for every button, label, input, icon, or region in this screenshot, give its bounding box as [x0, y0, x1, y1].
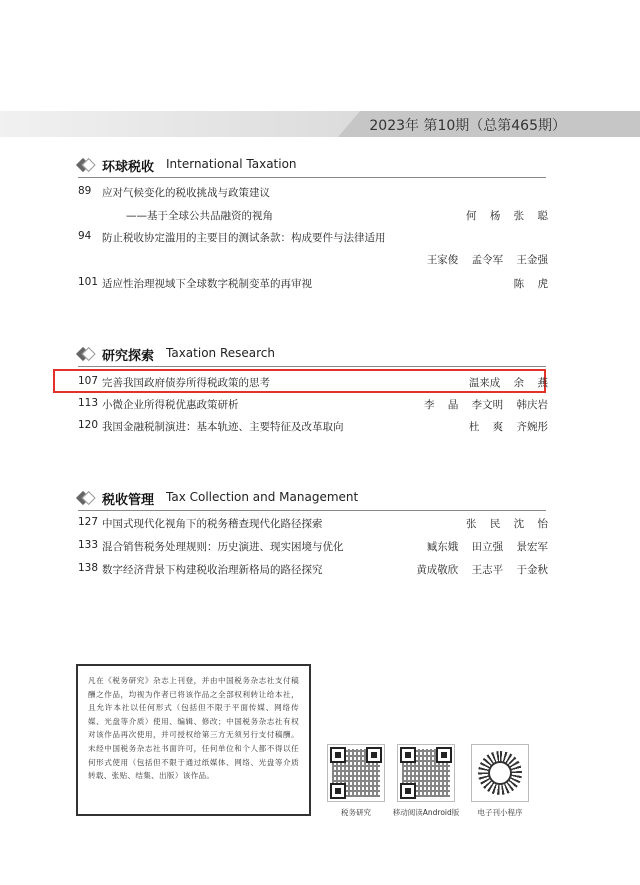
toc-entry[interactable]	[78, 230, 548, 248]
qr-code-android	[390, 744, 462, 818]
page-number: 89	[78, 185, 92, 197]
article-authors: 温来成 余 燕	[468, 377, 548, 389]
qr-label: 移动阅读Android版	[392, 808, 460, 817]
section-title-en: International Taxation	[166, 157, 297, 171]
article-authors: 王家俊 孟令军 王金强	[426, 254, 548, 266]
section-divider	[78, 177, 546, 178]
diamond-bullet-icon	[76, 491, 90, 505]
article-authors: 李 晶 李文明 韩庆岩	[423, 399, 548, 411]
section-divider	[78, 510, 546, 511]
article-title: 中国式现代化视角下的税务稽查现代化路径探索	[102, 518, 323, 530]
toc-entry-subtitle[interactable]	[78, 208, 548, 226]
toc-entry[interactable]	[78, 276, 548, 294]
diamond-bullet-icon	[76, 158, 90, 172]
article-subtitle: ——基于全球公共品融资的视角	[126, 210, 273, 222]
issue-header-bar	[0, 111, 640, 137]
article-title: 适应性治理视域下全球数字税制变革的再审视	[102, 278, 312, 290]
section-title-cn: 研究探索	[102, 349, 155, 364]
article-title: 防止税收协定滥用的主要目的测试条款：构成要件与法律适用	[102, 232, 386, 244]
mini-program-code-icon	[471, 744, 529, 802]
qr-code-icon	[397, 744, 455, 802]
toc-entry[interactable]	[78, 419, 548, 437]
page-number: 101	[78, 276, 99, 288]
qr-code-icon	[327, 744, 385, 802]
section-title-cn: 环球税收	[102, 160, 155, 175]
page-number: 133	[78, 539, 99, 551]
article-title: 完善我国政府债券所得税政策的思考	[102, 377, 270, 389]
section-divider	[78, 366, 546, 367]
article-title: 小微企业所得税优惠政策研析	[102, 399, 239, 411]
article-authors: 黄成敬欣 王志平 于金秋	[416, 564, 548, 576]
toc-entry-authors[interactable]	[78, 252, 548, 270]
qr-label: 电子刊小程序	[477, 808, 523, 817]
toc-entry[interactable]	[78, 562, 548, 580]
qr-code-mini-program	[464, 744, 536, 818]
qr-label: 税务研究	[341, 808, 371, 817]
article-authors: 臧东娥 田立强 景宏军	[426, 541, 548, 553]
page-number: 113	[78, 397, 99, 409]
copyright-notice: 凡在《税务研究》杂志上刊登，并由中国税务杂志社支付稿酬之作品，均视为作者已将该作品之全部权利转让给本社，且允许本社以任何形式（包括但不限于平面传媒、网络传媒、光盘等介质）使用、编辑、修改；中国税务杂志社有权对该作品再次使用，并可授权给第三方无须另行支付稿酬。未经中国税务杂志社书面许可，任何单位和个人都不得以任何形式使用（包括但不限于通过纸媒体、网络、光盘等介质转载、张贴、结集、出版）该作品。	[76, 664, 311, 816]
article-authors: 张 民 沈 怡	[465, 518, 548, 530]
article-title: 我国金融税制演进：基本轨迹、主要特征及改革取向	[102, 421, 344, 433]
article-title: 应对气候变化的税收挑战与政策建议	[102, 187, 270, 199]
article-title: 混合销售税务处理规则：历史演进、现实困境与优化	[102, 541, 344, 553]
qr-code-journal	[324, 744, 388, 818]
page-number: 138	[78, 562, 99, 574]
toc-entry[interactable]	[78, 185, 548, 203]
article-authors: 陈 虎	[513, 278, 548, 290]
section-title-cn: 税收管理	[102, 493, 155, 508]
diamond-bullet-icon	[76, 347, 90, 361]
article-title: 数字经济背景下构建税收治理新格局的路径探究	[102, 564, 323, 576]
page-number: 120	[78, 419, 99, 431]
toc-entry[interactable]	[78, 539, 548, 557]
page-number: 127	[78, 516, 99, 528]
section-title-en: Tax Collection and Management	[166, 490, 359, 504]
section-title-en: Taxation Research	[166, 346, 275, 360]
article-authors: 何 杨 张 聪	[465, 210, 548, 222]
article-authors: 杜 爽 齐婉彤	[468, 421, 548, 433]
toc-entry[interactable]	[78, 397, 548, 415]
page-number: 107	[78, 375, 99, 387]
toc-entry[interactable]	[78, 516, 548, 534]
issue-number: 2023年 第10期（总第465期）	[369, 118, 566, 134]
page-number: 94	[78, 230, 92, 242]
toc-entry-highlighted[interactable]	[78, 375, 548, 393]
